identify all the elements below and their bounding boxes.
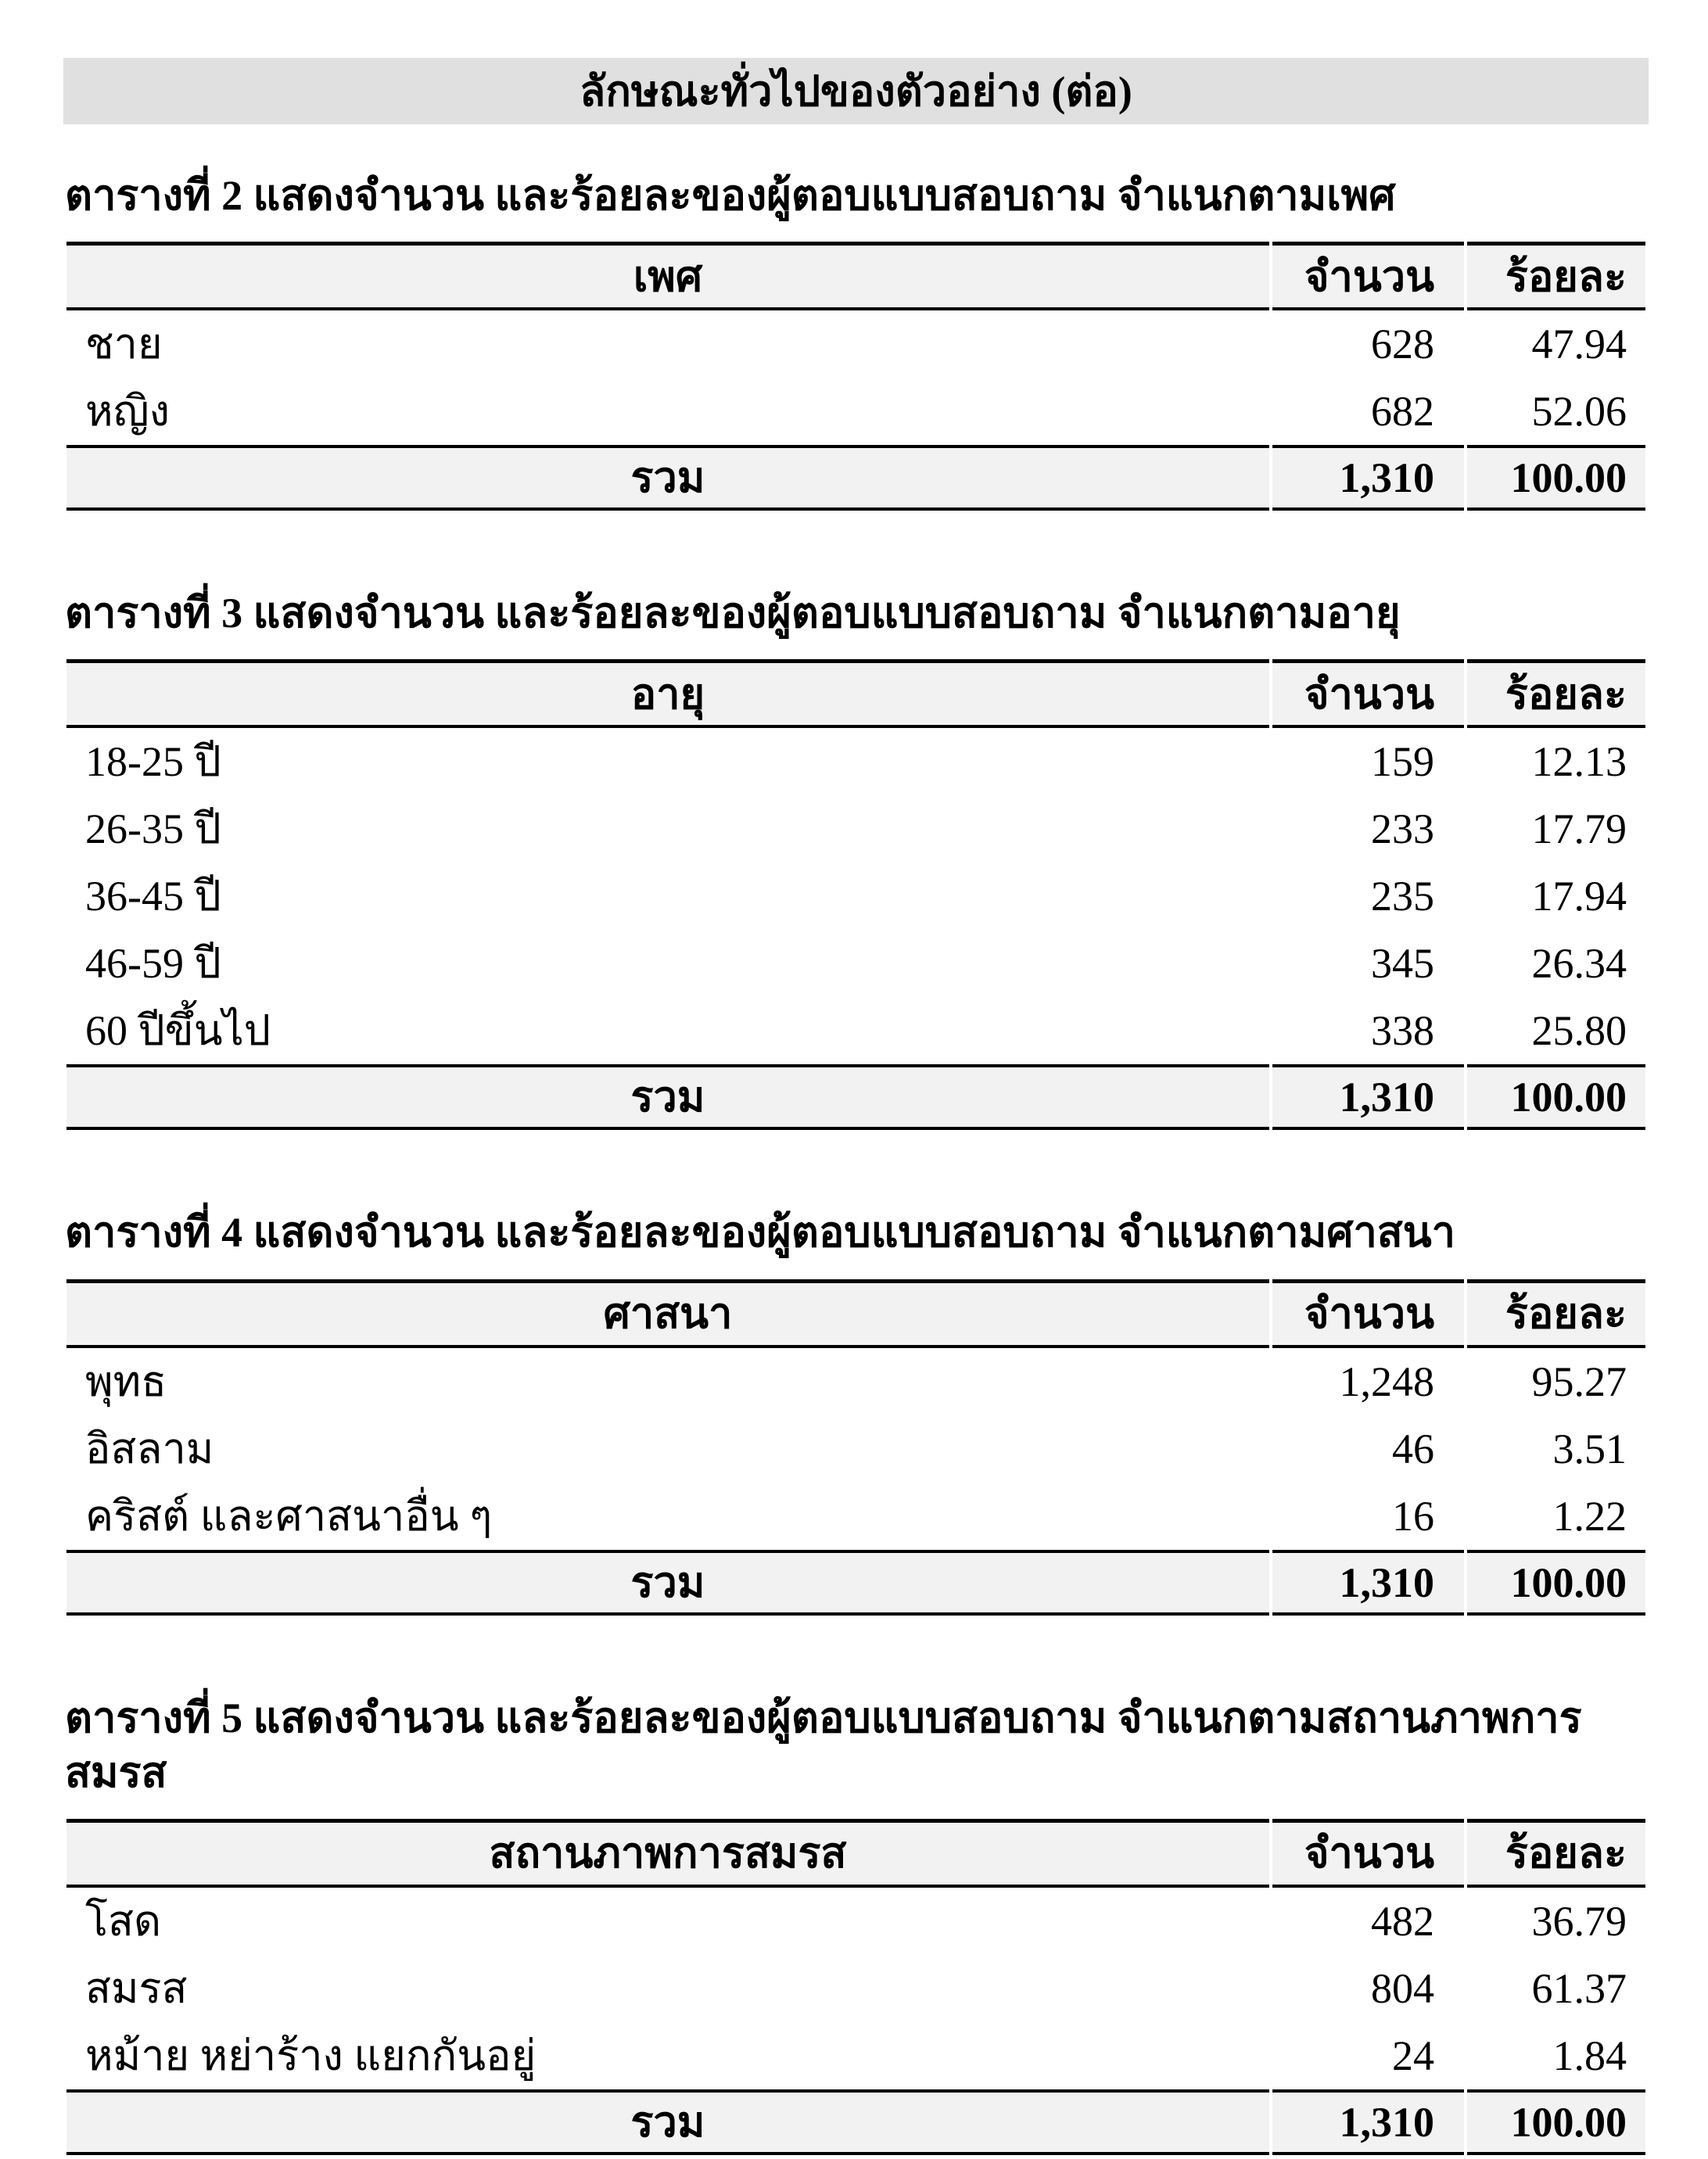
row-percent-cell: 12.13 — [1531, 738, 1627, 786]
row-percent-cell: 36.79 — [1531, 1897, 1627, 1945]
row-percent-cell: 26.34 — [1531, 940, 1627, 988]
percent-column-header: ร้อยละ — [1467, 1819, 1645, 1888]
row-count-cell: 24 — [1392, 2032, 1434, 2079]
table-header-row — [66, 659, 1645, 728]
percent-column-header: ร้อยละ — [1467, 242, 1645, 310]
table-row — [66, 2022, 1645, 2089]
total-label-cell: รวม — [66, 2089, 1269, 2155]
total-count-cell: 1,310 — [1272, 445, 1464, 511]
row-percent-cell: 17.79 — [1531, 805, 1627, 853]
row-count-cell: 16 — [1392, 1492, 1434, 1540]
row-percent-cell: 47.94 — [1531, 321, 1627, 368]
row-label-cell: 18-25 ปี — [85, 738, 221, 786]
total-percent-cell: 100.00 — [1467, 1064, 1645, 1130]
total-row — [66, 1550, 1645, 1616]
table-row — [66, 310, 1645, 378]
row-label-cell: โสด — [85, 1897, 162, 1945]
row-count-cell: 804 — [1371, 1964, 1434, 2012]
table-row — [66, 378, 1645, 445]
row-count-cell: 628 — [1371, 321, 1434, 368]
table-row — [66, 728, 1645, 795]
row-label-cell: พุทธ — [85, 1357, 167, 1405]
category-column-header: เพศ — [66, 242, 1269, 310]
row-count-cell: 482 — [1371, 1897, 1434, 1945]
section-banner-title: ลักษณะทั่วไปของตัวอย่าง (ต่อ) — [580, 67, 1132, 115]
row-label-cell: 26-35 ปี — [85, 805, 221, 853]
table-row — [66, 1348, 1645, 1415]
table-caption: ตารางที่ 3 แสดงจำนวน และร้อยละของผู้ตอบแบบสอบถาม จำแนกตามอายุ — [65, 590, 1401, 637]
frequency-table — [63, 1819, 1649, 2155]
row-count-cell: 46 — [1392, 1425, 1434, 1472]
percent-column-header: ร้อยละ — [1467, 659, 1645, 728]
percent-column-header: ร้อยละ — [1467, 1279, 1645, 1348]
table-section — [63, 168, 1649, 511]
table-caption: ตารางที่ 2 แสดงจำนวน และร้อยละของผู้ตอบแบบสอบถาม จำแนกตามเพศ — [65, 172, 1396, 219]
total-row — [66, 1064, 1645, 1130]
category-column-header: ศาสนา — [66, 1279, 1269, 1348]
row-label-cell: อิสลาม — [85, 1425, 214, 1472]
table-caption: ตารางที่ 4 แสดงจำนวน และร้อยละของผู้ตอบแบบสอบถาม จำแนกตามศาสนา — [65, 1209, 1455, 1257]
row-label-cell: สมรส — [85, 1964, 188, 2012]
total-percent-cell: 100.00 — [1467, 2089, 1645, 2155]
row-label-cell: หม้าย หย่าร้าง แยกกันอยู่ — [85, 2032, 536, 2079]
row-percent-cell: 52.06 — [1531, 388, 1627, 436]
section-banner — [63, 58, 1649, 124]
row-count-cell: 338 — [1371, 1007, 1434, 1055]
total-percent-cell: 100.00 — [1467, 1550, 1645, 1616]
row-percent-cell: 61.37 — [1531, 1964, 1627, 2012]
table-row — [66, 1888, 1645, 1955]
row-percent-cell: 25.80 — [1531, 1007, 1627, 1055]
table-section — [63, 1691, 1649, 2155]
frequency-table — [63, 242, 1649, 511]
row-count-cell: 235 — [1371, 873, 1434, 920]
category-column-header: อายุ — [66, 659, 1269, 728]
table-caption: ตารางที่ 5 แสดงจำนวน และร้อยละของผู้ตอบแบบสอบถาม จำแนกตามสถานภาพการสมรส — [65, 1694, 1582, 1796]
total-label-cell: รวม — [66, 1064, 1269, 1130]
row-label-cell: 46-59 ปี — [85, 940, 221, 988]
table-header-row — [66, 1819, 1645, 1888]
table-row — [66, 1483, 1645, 1550]
row-count-cell: 233 — [1371, 805, 1434, 853]
row-label-cell: หญิง — [85, 388, 170, 436]
frequency-table — [63, 1279, 1649, 1616]
row-count-cell: 1,248 — [1339, 1357, 1434, 1405]
row-percent-cell: 17.94 — [1531, 873, 1627, 920]
row-percent-cell: 3.51 — [1552, 1425, 1627, 1472]
total-count-cell: 1,310 — [1272, 1064, 1464, 1130]
total-count-cell: 1,310 — [1272, 1550, 1464, 1616]
table-row — [66, 1415, 1645, 1483]
count-column-header: จำนวน — [1272, 1279, 1464, 1348]
table-row — [66, 997, 1645, 1064]
row-percent-cell: 1.22 — [1552, 1492, 1627, 1540]
count-column-header: จำนวน — [1272, 1819, 1464, 1888]
table-row — [66, 930, 1645, 997]
row-label-cell: 60 ปีขึ้นไป — [85, 1007, 271, 1055]
tables-container — [63, 168, 1649, 2155]
total-percent-cell: 100.00 — [1467, 445, 1645, 511]
table-row — [66, 795, 1645, 863]
table-row — [66, 1955, 1645, 2022]
row-percent-cell: 95.27 — [1531, 1357, 1627, 1405]
table-section — [63, 586, 1649, 1130]
total-label-cell: รวม — [66, 1550, 1269, 1616]
table-header-row — [66, 242, 1645, 310]
frequency-table — [63, 659, 1649, 1130]
total-count-cell: 1,310 — [1272, 2089, 1464, 2155]
row-count-cell: 345 — [1371, 940, 1434, 988]
total-row — [66, 445, 1645, 511]
row-percent-cell: 1.84 — [1552, 2032, 1627, 2079]
row-label-cell: 36-45 ปี — [85, 873, 221, 920]
row-count-cell: 682 — [1371, 388, 1434, 436]
count-column-header: จำนวน — [1272, 659, 1464, 728]
total-row — [66, 2089, 1645, 2155]
row-label-cell: คริสต์ และศาสนาอื่น ๆ — [85, 1492, 493, 1540]
category-column-header: สถานภาพการสมรส — [66, 1819, 1269, 1888]
table-row — [66, 863, 1645, 930]
total-label-cell: รวม — [66, 445, 1269, 511]
table-header-row — [66, 1279, 1645, 1348]
count-column-header: จำนวน — [1272, 242, 1464, 310]
table-section — [63, 1205, 1649, 1615]
row-count-cell: 159 — [1371, 738, 1434, 786]
row-label-cell: ชาย — [85, 321, 163, 368]
